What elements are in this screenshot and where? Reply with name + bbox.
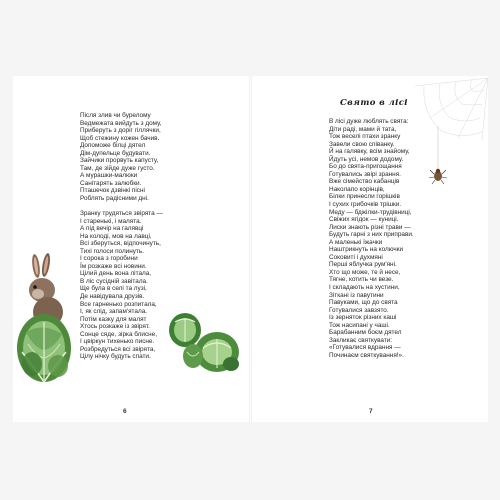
- poem-line: Соковиті і духмяні: [329, 253, 383, 261]
- poem-line: Хтось розкаже із звірят.: [80, 323, 150, 331]
- poem-line: Зайчики прорвуть капусту,: [80, 157, 159, 165]
- right-poem: [329, 118, 414, 360]
- poem-line: Наштрикнуть на колючки: [329, 246, 404, 254]
- poem-line: Закликає святкувати:: [329, 336, 393, 344]
- poem-line: Дім-дупельце будувати.: [80, 149, 151, 157]
- poem-line: Розбредуться всі звірята,: [80, 345, 156, 353]
- poem-line: Завели свою співанку.: [329, 140, 395, 148]
- poem-line: І цвіркун тихенько писне.: [80, 338, 155, 346]
- poem-line: Перші яблучка рум'яні.: [329, 261, 397, 269]
- poem-line: Тягне, котить чи везе.: [329, 276, 394, 284]
- poem-line: А маленькі їжачки: [329, 238, 383, 246]
- poem-line: Йдуть усі, немов додому.: [329, 155, 404, 163]
- poem-line: Ще була в селі та лузі,: [80, 285, 147, 293]
- poem-line: Бо до свята-пригощання: [329, 163, 402, 171]
- poem-line: Барабанним боєм дятел: [329, 329, 402, 337]
- poem-line: Сонце сяде, зірка блисне,: [80, 330, 158, 338]
- poem-line: Тож насипані у чаші.: [329, 321, 390, 329]
- poem-line: Хто що може, те й несе,: [329, 268, 401, 276]
- poem-line: Пташечок дзвінкі пісні: [80, 187, 145, 195]
- poem-line: І старенькі, і малята.: [80, 217, 142, 225]
- poem-line: Після злив чи бурелому: [80, 112, 151, 119]
- poem-line: Й на галявку, всім знайому,: [329, 148, 410, 156]
- poem-line: А під вечір на галявці: [80, 225, 144, 233]
- poem-line: На колоді, мов на лавці,: [80, 232, 152, 240]
- poem-line: Цілу нічку будуть спати.: [80, 353, 151, 361]
- page-number-right: 7: [369, 408, 373, 415]
- poem-title: Свято в лісі: [340, 98, 408, 108]
- poem-line: Свіжих ягідок — куниці.: [329, 216, 399, 224]
- poem-line: Тож веселі птахи зранку: [329, 133, 401, 141]
- poem-line: І складають на хустини,: [329, 284, 400, 292]
- rabbit-cabbage-illustration: [14, 252, 76, 392]
- poem-line: Цілий день вона літала,: [80, 270, 152, 278]
- poem-line: Ведмежата вийдуть з дому,: [80, 119, 162, 127]
- left-poem-stanza-2: [80, 210, 163, 361]
- poem-line: Наколапо корінців,: [329, 185, 385, 193]
- poem-line: І, як слід, запам'ятала.: [80, 308, 148, 316]
- poem-line: Допоможе білці дятел: [80, 142, 146, 150]
- page-number-left: 6: [123, 408, 127, 415]
- poem-line: Лиски знають різні трави —: [329, 223, 411, 231]
- poem-line: Діти раді, мами й тата,: [329, 125, 397, 133]
- poem-line: В лісі дуже люблять свята:: [329, 118, 409, 125]
- poem-line: Меду — бджілки-трудівниці,: [329, 208, 412, 216]
- poem-line: Готувалися завзято.: [329, 306, 389, 314]
- poem-line: Вже сімейство кабанців: [329, 178, 400, 186]
- poem-line: Зранку трудяться звірята —: [80, 210, 163, 217]
- cabbage-illustration: [165, 308, 243, 374]
- poem-line: Готувались звірі зрання.: [329, 170, 401, 178]
- poem-line: Все гарненько розпитала,: [80, 300, 157, 308]
- poem-line: Щоб стежину кожен бачив.: [80, 134, 160, 142]
- poem-line: В ліс сусідній завітала.: [80, 277, 148, 285]
- poem-line: Там, де зійде дуже густо.: [80, 164, 155, 172]
- left-poem-stanza-1: [80, 112, 161, 203]
- spider-web-illustration: [410, 78, 488, 190]
- poem-line: Тихі голоси полинуть.: [80, 247, 145, 255]
- poem-line: Будуть гарні з них приправи.: [329, 231, 414, 239]
- poem-line: «Готувалися вдрання —: [329, 344, 401, 352]
- poem-line: Білки принесли горішків: [329, 193, 400, 201]
- poem-line: І сорока з горобини: [80, 255, 138, 263]
- poem-line: Санітарять залюбки.: [80, 179, 142, 187]
- poem-line: Починаєм святкування!».: [329, 351, 404, 359]
- poem-line: Роблять радісними дні.: [80, 195, 149, 203]
- poem-line: Де навідувала друзів.: [80, 293, 145, 301]
- poem-line: І сухих грибочків трішки.: [329, 201, 402, 209]
- poem-line: Зіткані із павутини: [329, 291, 384, 299]
- poem-line: А мурашки-малюки: [80, 172, 138, 180]
- poem-line: Всі зберуться, відпочинуть,: [80, 240, 161, 248]
- poem-line: Приберуть з доріг гіллячки,: [80, 127, 161, 135]
- book-spine: [249, 76, 252, 422]
- poem-line: Їм розкаже всі новини.: [80, 262, 147, 270]
- poem-line: Павуками, що до свята: [329, 299, 398, 307]
- poem-line: Потім казку для малят: [80, 315, 147, 323]
- poem-line: Із зерняток різних каші: [329, 314, 397, 322]
